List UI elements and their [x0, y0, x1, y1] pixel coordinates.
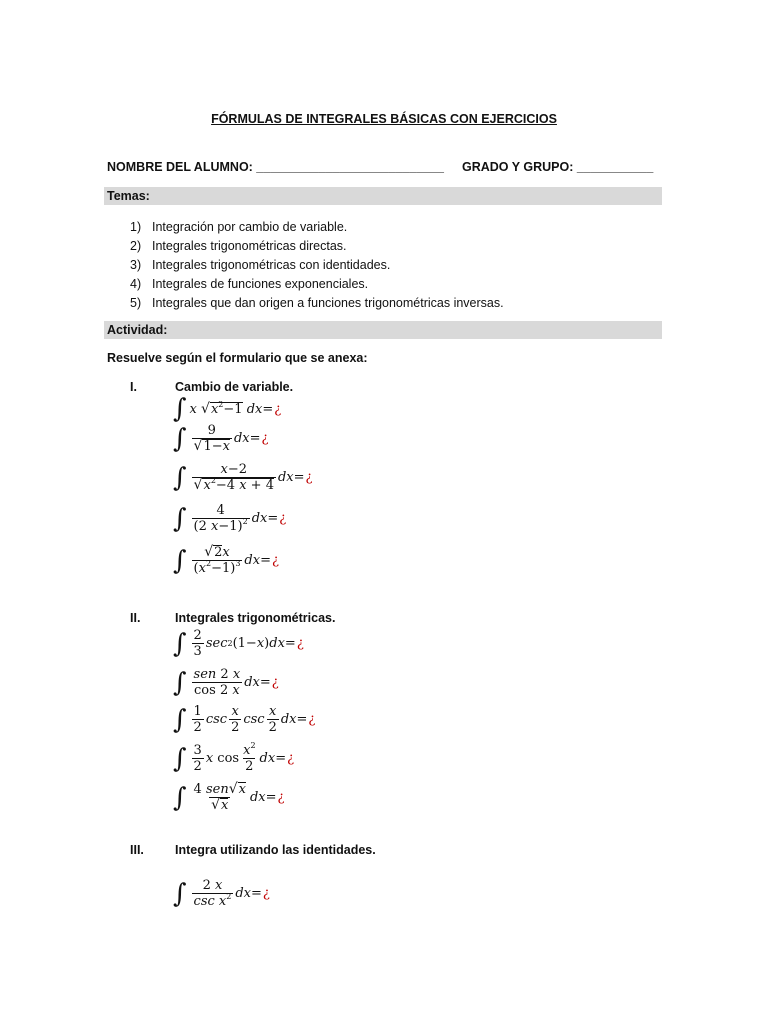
integral-exercise: ∫ √ 2 x $(x^2-1)^3$ dx = ¿ [173, 544, 279, 576]
section-title: Integra utilizando las identidades. [175, 843, 376, 857]
page-title: FÓRMULAS DE INTEGRALES BÁSICAS CON EJERCICIOS [211, 112, 557, 126]
topic-item: 3) Integrales trigonométricas con identidades. [130, 258, 391, 272]
topics-list [130, 218, 504, 313]
integral-exercise: ∫ 4 sen √ x √ x dx = ¿ [173, 781, 285, 813]
integral-exercise: ∫ x−2 √ $x^2-4$ x + 4 dx = ¿ [173, 462, 313, 493]
student-name-field: NOMBRE DEL ALUMNO: ___________________________ [107, 160, 444, 174]
topic-item: 2) Integrales trigonométricas directas. [130, 239, 347, 253]
section-numeral: III. [130, 843, 144, 857]
integral-exercise: ∫ $\frac{2 x}{\csc x^2}$ dx = ¿ [173, 878, 270, 909]
topic-item: 1) Integración por cambio de variable. [130, 220, 348, 234]
grade-group-field: GRADO Y GRUPO: ___________ [462, 160, 654, 174]
integral-exercise: ∫ $\frac{1}{2}$ csc $\frac{x}{2}$ csc $\frac{x}{2}$ dx = ¿ [173, 704, 316, 735]
integral-exercise: ∫ 9 √ 1−x dx = ¿ [173, 423, 269, 454]
actividad-header: Actividad: [104, 321, 662, 339]
integral-exercise: ∫ $\frac{4}{(2 x-1)^2}$ dx = ¿ [173, 503, 287, 534]
integral-exercise: ∫ $\frac{\text{sen 2 x}}{\cos 2 x}$ dx = ¿ [173, 667, 279, 698]
temas-header: Temas: [104, 187, 662, 205]
integral-exercise: ∫ $\frac{2}{3}$ sec 2 (1− x ) dx = ¿ [173, 628, 304, 659]
section-title: Cambio de variable. [175, 380, 294, 394]
section-title: Integrales trigonométricas. [175, 611, 336, 625]
section-numeral: II. [130, 611, 141, 625]
topic-item: 4) Integrales de funciones exponenciales. [130, 277, 369, 291]
topic-item: 5) Integrales que dan origen a funciones trigonométricas inversas. [130, 296, 504, 310]
integral-exercise: ∫ x √ $x^2-1$ dx = ¿ [173, 394, 282, 424]
instruction-text: Resuelve según el formulario que se anexa: [107, 351, 368, 365]
section-numeral: I. [130, 380, 137, 394]
integral-exercise: ∫ $\frac{3}{2}$ x cos $\frac{x^2}{2}$ dx = ¿ [173, 741, 295, 774]
